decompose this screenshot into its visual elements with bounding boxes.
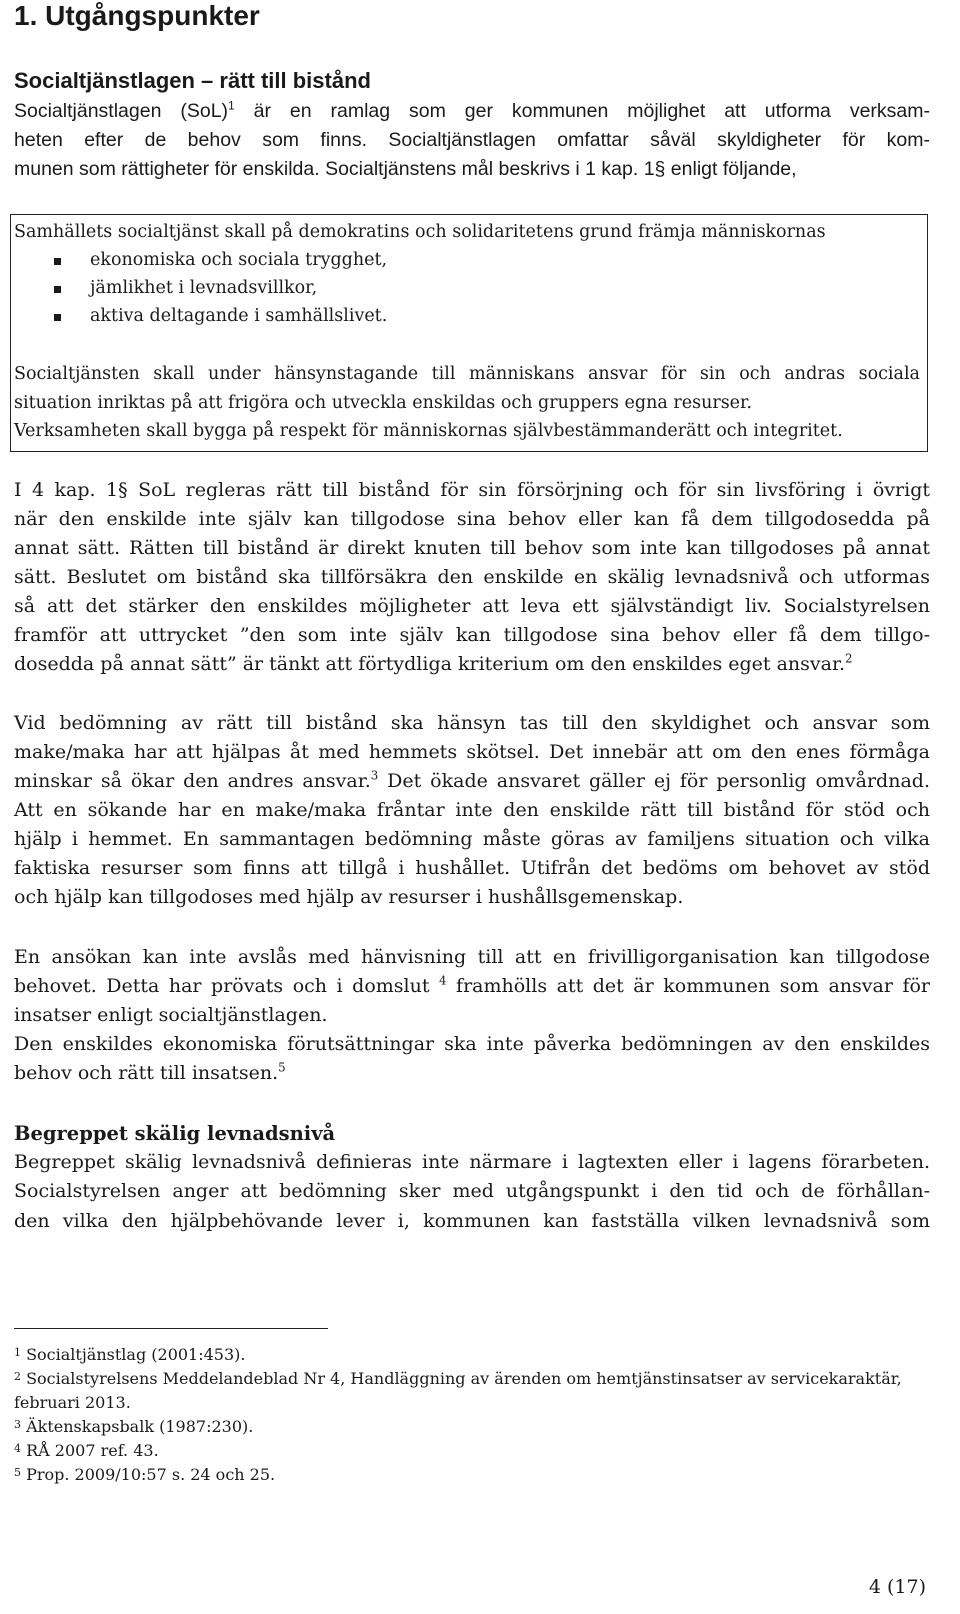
quote-line-3: Verksamheten skall bygga på respekt för människornas självbestämmanderätt och integritet. xyxy=(14,421,843,441)
para2-line-3: minskar så ökar den andres ansvar.$^3$ Det ökade ansvaret gäller ej för personlig omvårdnad. xyxy=(14,768,930,792)
section1-line-2: heten efter de behov som finns. Socialtjänstlagen omfattar såväl skyldigheter för kom- xyxy=(14,129,930,151)
section-title-skalig-levnadsniva: Begreppet skälig levnadsnivå xyxy=(14,1122,336,1145)
para1-line-1: I 4 kap. 1§ SoL regleras rätt till bistånd för sin försörjning och för sin livsföring i övrigt xyxy=(14,479,930,501)
para2-line-1: Vid bedömning av rätt till bistånd ska hänsyn tas till den skyldighet och ansvar som xyxy=(14,712,930,734)
quote-bullet-2: jämlikhet i levnadsvillkor, xyxy=(90,278,318,298)
section2-line-1: Begreppet skälig levnadsnivå definieras inte närmare i lagtexten eller i lagens förarbeten. xyxy=(14,1151,930,1173)
footnote-ref-3: 3 xyxy=(370,768,379,783)
footnote-ref-2: 2 xyxy=(844,651,853,666)
page-heading: 1. Utgångspunkter xyxy=(14,0,260,31)
bullet-marker-icon xyxy=(54,286,61,293)
footnote-separator xyxy=(14,1328,328,1329)
section-title-socialtjanstlagen: Socialtjänstlagen – rätt till bistånd xyxy=(14,68,371,93)
para2-line-4: Att en sökande har en make/maka fråntar inte den enskilde rätt till bistånd för stöd och xyxy=(14,799,930,821)
footnote-2: $^2$ Socialstyrelsens Meddelandeblad Nr 4, Handläggning av ärenden om hemtjänstinsatser av servicekaraktär, xyxy=(14,1369,902,1388)
para1-line-4: sätt. Beslutet om bistånd ska tillförsäkra den enskilde en skälig levnadsnivå och utformas xyxy=(14,566,930,588)
footnote-5: $^5$ Prop. 2009/10:57 s. 24 och 25. xyxy=(14,1465,276,1484)
footnote-ref-5: 5 xyxy=(278,1060,286,1075)
para3-line-3: insatser enligt socialtjänstlagen. xyxy=(14,1004,328,1026)
section1-line-3: munen som rättigheter för enskilda. Socialtjänstens mål beskrivs i 1 kap. 1§ enligt följande, xyxy=(14,158,797,180)
quote-line-2: situation inriktas på att frigöra och utveckla enskildas och gruppers egna resurser. xyxy=(14,393,753,413)
quote-bullet-3: aktiva deltagande i samhällslivet. xyxy=(90,306,388,326)
quote-intro: Samhällets socialtjänst skall på demokratins och solidaritetens grund främja människornas xyxy=(14,222,826,242)
para1-line-5: så att det stärker den enskildes möjligheter att leva ett självständigt liv. Socialstyrelsen xyxy=(14,595,930,617)
para3-line-5: behov och rätt till insatsen.$^5$ xyxy=(14,1060,286,1084)
section2-line-2: Socialstyrelsen anger att bedömning sker med utgångspunkt i den tid och de förhållan- xyxy=(14,1180,930,1202)
para2-line-7: och hjälp kan tillgodoses med hjälp av resurser i hushållsgemenskap. xyxy=(14,886,684,908)
quote-bullet-1: ekonomiska och sociala trygghet, xyxy=(90,250,388,270)
para2-line-5: hjälp i hemmet. En sammantagen bedömning måste göras av familjens situation och vilka xyxy=(14,828,930,850)
footnote-ref-1: 1 xyxy=(228,98,235,113)
para2-line-6: faktiska resurser som finns att tillgå i hushållet. Utifrån det bedöms om behovet av stöd xyxy=(14,857,930,879)
para2-line-2: make/maka har att hjälpas åt med hemmets skötsel. Det innebär att om den enes förmåga xyxy=(14,741,930,763)
para3-line-1: En ansökan kan inte avslås med hänvisning till att en frivilligorganisation kan tillgodose xyxy=(14,946,930,968)
footnote-3: $^3$ Äktenskapsbalk (1987:230). xyxy=(14,1417,254,1436)
para3-line-4: Den enskildes ekonomiska förutsättningar ska inte påverka bedömningen av den enskildes xyxy=(14,1033,930,1055)
para1-line-6: framför att uttrycket ”den som inte själv kan tillgodose sina behov eller få dem tillgo- xyxy=(14,624,930,646)
page-number: 4 (17) xyxy=(868,1576,926,1598)
bullet-marker-icon xyxy=(54,258,61,265)
para3-line-2: behovet. Detta har prövats och i domslut $^4$ framhölls att det är kommunen som ansvar för xyxy=(14,973,930,997)
section2-line-3: den vilka den hjälpbehövande lever i, kommunen kan fastställa vilken levnadsnivå som xyxy=(14,1210,930,1232)
footnote-ref-4: 4 xyxy=(439,973,447,988)
quote-line-1: Socialtjänsten skall under hänsynstagande till människans ansvar för sin och andras sociala xyxy=(14,364,920,384)
footnote-1: $^1$ Socialtjänstlag (2001:453). xyxy=(14,1345,246,1364)
footnote-4: $^4$ RÅ 2007 ref. 43. xyxy=(14,1441,159,1460)
para1-line-3: annat sätt. Rätten till bistånd är direkt knuten till behov som inte kan tillgodoses på annat xyxy=(14,537,930,559)
bullet-marker-icon xyxy=(54,314,61,321)
para1-line-2: när den enskilde inte själv kan tillgodose sina behov eller kan få dem tillgodosedda på xyxy=(14,508,930,530)
section1-line-1: Socialtjänstlagen (SoL)$^1$ är en ramlag som ger kommunen möjlighet att utforma verksam- xyxy=(14,98,930,122)
para1-line-7: dosedda på annat sätt” är tänkt att förtydliga kriterium om den enskildes eget ansvar.$^2$ xyxy=(14,651,853,675)
footnote-2-continued: februari 2013. xyxy=(14,1393,131,1412)
